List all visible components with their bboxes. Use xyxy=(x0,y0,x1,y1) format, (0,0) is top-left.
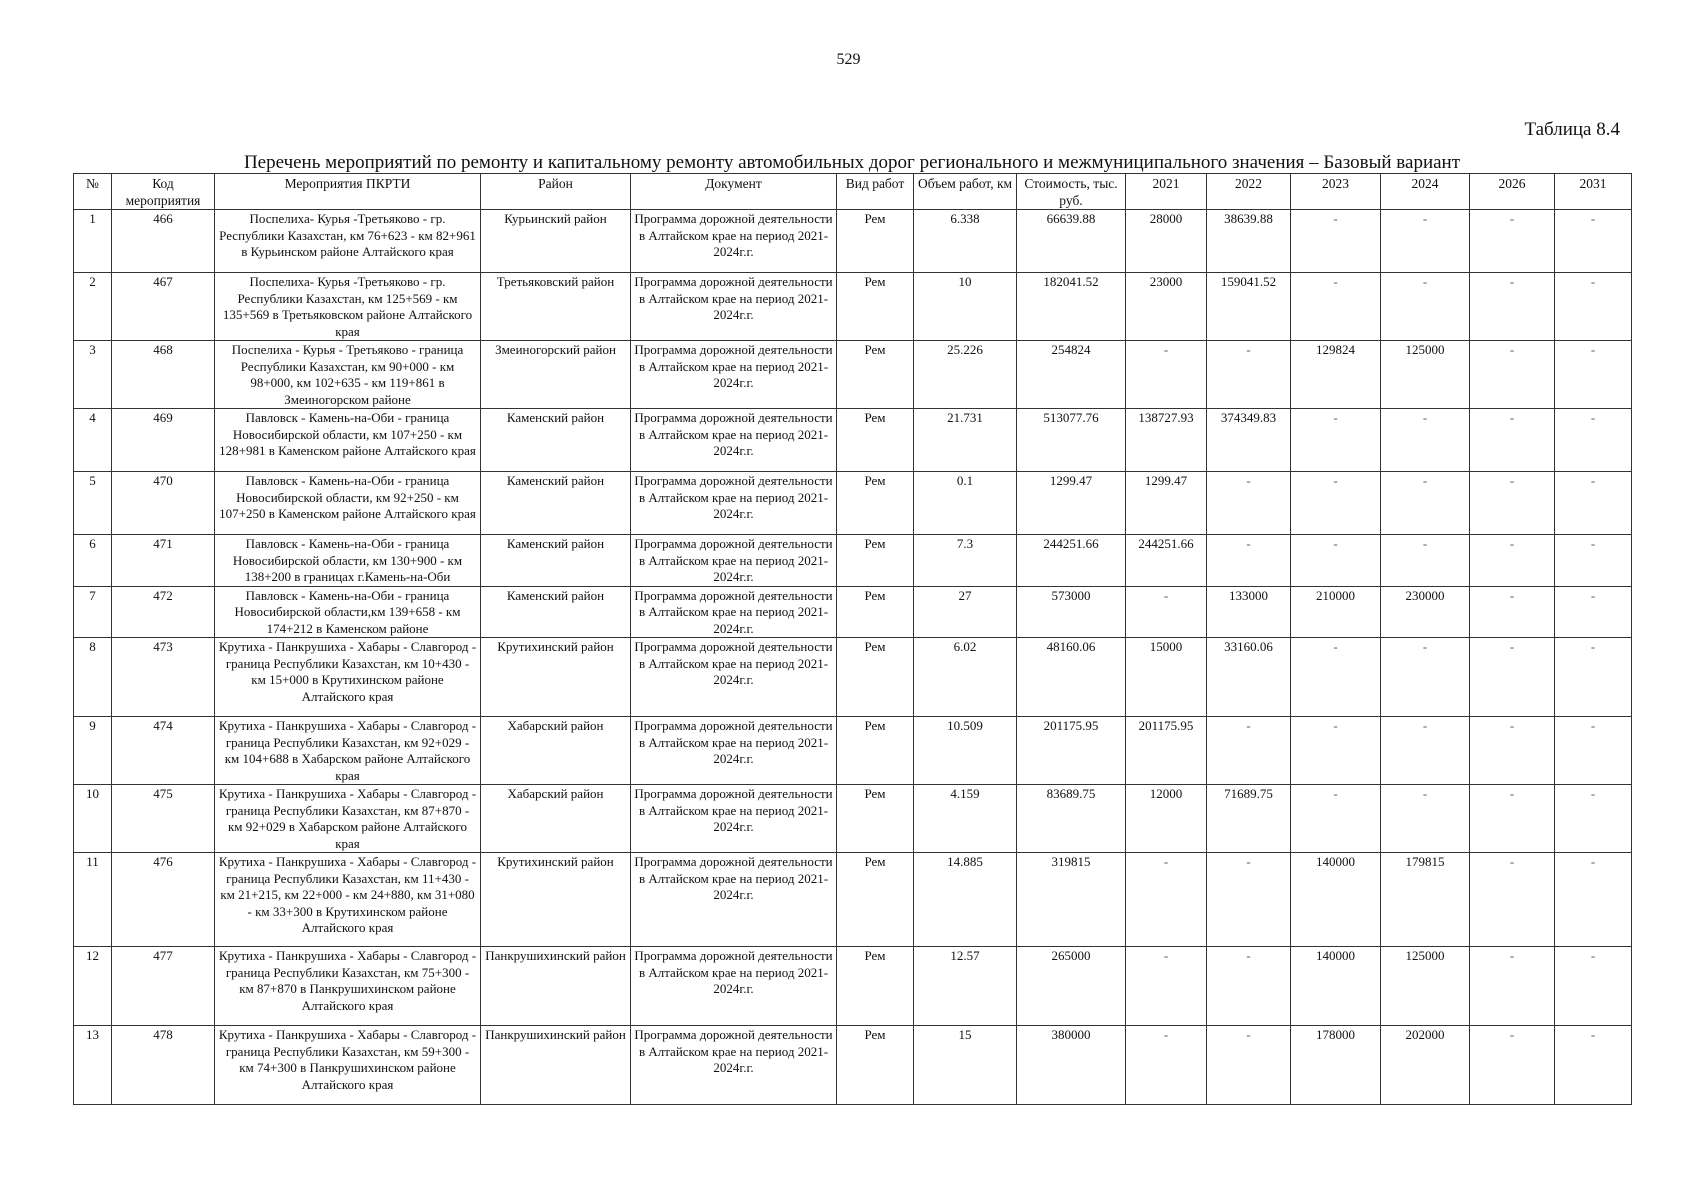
cell-no: 6 xyxy=(74,535,112,587)
header-volume: Объем работ, км xyxy=(914,174,1017,210)
header-2023: 2023 xyxy=(1291,174,1381,210)
cell-code: 473 xyxy=(112,638,215,717)
cell-y2023: - xyxy=(1291,409,1381,472)
cell-y2031: - xyxy=(1555,785,1632,853)
cell-y2021: 28000 xyxy=(1126,210,1207,273)
cell-y2023: - xyxy=(1291,535,1381,587)
cell-y2031: - xyxy=(1555,586,1632,638)
cell-event: Крутиха - Панкрушиха - Хабары - Славгород - граница Республики Казахстан, км 10+430 - км 15+000 в Крутихинском районе Алтайского края xyxy=(215,638,481,717)
cell-y2022: 374349.83 xyxy=(1207,409,1291,472)
cell-y2021: 12000 xyxy=(1126,785,1207,853)
cell-document: Программа дорожной деятельности в Алтайском крае на период 2021-2024г.г. xyxy=(631,409,837,472)
cell-y2024: - xyxy=(1381,785,1470,853)
header-no: № xyxy=(74,174,112,210)
cell-no: 7 xyxy=(74,586,112,638)
cell-y2022: 33160.06 xyxy=(1207,638,1291,717)
cell-y2023: 210000 xyxy=(1291,586,1381,638)
cell-y2023: 129824 xyxy=(1291,341,1381,409)
header-row xyxy=(74,174,1632,210)
cell-volume: 10.509 xyxy=(914,717,1017,785)
cell-y2022: - xyxy=(1207,853,1291,947)
cell-y2026: - xyxy=(1470,210,1555,273)
cell-y2021: 23000 xyxy=(1126,273,1207,341)
cell-y2023: - xyxy=(1291,785,1381,853)
cell-y2021: 1299.47 xyxy=(1126,472,1207,535)
cell-work-type: Рем xyxy=(837,1026,914,1105)
table-row xyxy=(74,638,1632,717)
cell-document: Программа дорожной деятельности в Алтайском крае на период 2021-2024г.г. xyxy=(631,717,837,785)
table-row xyxy=(74,273,1632,341)
cell-y2023: - xyxy=(1291,717,1381,785)
cell-document: Программа дорожной деятельности в Алтайском крае на период 2021-2024г.г. xyxy=(631,638,837,717)
cell-no: 4 xyxy=(74,409,112,472)
table-body xyxy=(74,210,1632,1105)
cell-cost: 244251.66 xyxy=(1017,535,1126,587)
cell-y2031: - xyxy=(1555,1026,1632,1105)
cell-event: Павловск - Камень-на-Оби - граница Новосибирской области, км 92+250 - км 107+250 в Каменском районе Алтайского края xyxy=(215,472,481,535)
cell-cost: 83689.75 xyxy=(1017,785,1126,853)
cell-work-type: Рем xyxy=(837,586,914,638)
cell-cost: 48160.06 xyxy=(1017,638,1126,717)
cell-cost: 319815 xyxy=(1017,853,1126,947)
cell-work-type: Рем xyxy=(837,273,914,341)
cell-volume: 14.885 xyxy=(914,853,1017,947)
cell-district: Хабарский район xyxy=(481,785,631,853)
table-title: Перечень мероприятий по ремонту и капитальному ремонту автомобильных дорог регионального и межмуниципального значения – Базовый вариант xyxy=(243,152,1461,173)
cell-code: 474 xyxy=(112,717,215,785)
cell-y2024: 179815 xyxy=(1381,853,1470,947)
cell-y2023: 140000 xyxy=(1291,853,1381,947)
cell-y2026: - xyxy=(1470,1026,1555,1105)
cell-district: Крутихинский район xyxy=(481,638,631,717)
cell-no: 1 xyxy=(74,210,112,273)
cell-y2031: - xyxy=(1555,947,1632,1026)
cell-work-type: Рем xyxy=(837,472,914,535)
cell-work-type: Рем xyxy=(837,409,914,472)
cell-no: 5 xyxy=(74,472,112,535)
cell-event: Поспелиха- Курья -Третьяково - гр. Республики Казахстан, км 125+569 - км 135+569 в Третьяковском районе Алтайского края xyxy=(215,273,481,341)
cell-y2026: - xyxy=(1470,853,1555,947)
cell-cost: 265000 xyxy=(1017,947,1126,1026)
cell-y2023: - xyxy=(1291,210,1381,273)
cell-y2021: - xyxy=(1126,341,1207,409)
cell-y2021: - xyxy=(1126,586,1207,638)
cell-district: Каменский район xyxy=(481,409,631,472)
cell-y2024: 230000 xyxy=(1381,586,1470,638)
header-2026: 2026 xyxy=(1470,174,1555,210)
cell-cost: 182041.52 xyxy=(1017,273,1126,341)
cell-event: Павловск - Камень-на-Оби - граница Новосибирской области,км 139+658 - км 174+212 в Каменском районе xyxy=(215,586,481,638)
cell-document: Программа дорожной деятельности в Алтайском крае на период 2021-2024г.г. xyxy=(631,947,837,1026)
cell-document: Программа дорожной деятельности в Алтайском крае на период 2021-2024г.г. xyxy=(631,1026,837,1105)
cell-y2022: - xyxy=(1207,341,1291,409)
cell-y2022: - xyxy=(1207,947,1291,1026)
cell-volume: 25.226 xyxy=(914,341,1017,409)
cell-y2024: 125000 xyxy=(1381,341,1470,409)
cell-work-type: Рем xyxy=(837,947,914,1026)
cell-cost: 380000 xyxy=(1017,1026,1126,1105)
cell-y2024: - xyxy=(1381,409,1470,472)
cell-y2026: - xyxy=(1470,638,1555,717)
cell-no: 9 xyxy=(74,717,112,785)
table-row xyxy=(74,472,1632,535)
cell-y2021: - xyxy=(1126,947,1207,1026)
cell-code: 472 xyxy=(112,586,215,638)
cell-y2031: - xyxy=(1555,273,1632,341)
cell-code: 476 xyxy=(112,853,215,947)
cell-document: Программа дорожной деятельности в Алтайском крае на период 2021-2024г.г. xyxy=(631,472,837,535)
cell-y2021: 15000 xyxy=(1126,638,1207,717)
table-row xyxy=(74,947,1632,1026)
cell-y2026: - xyxy=(1470,785,1555,853)
cell-work-type: Рем xyxy=(837,210,914,273)
cell-y2024: 125000 xyxy=(1381,947,1470,1026)
cell-document: Программа дорожной деятельности в Алтайском крае на период 2021-2024г.г. xyxy=(631,273,837,341)
cell-y2026: - xyxy=(1470,717,1555,785)
cell-work-type: Рем xyxy=(837,853,914,947)
cell-event: Павловск - Камень-на-Оби - граница Новосибирской области, км 107+250 - км 128+981 в Каменском районе Алтайского края xyxy=(215,409,481,472)
cell-y2022: - xyxy=(1207,535,1291,587)
cell-event: Павловск - Камень-на-Оби - граница Новосибирской области, км 130+900 - км 138+200 в границах г.Камень-на-Оби xyxy=(215,535,481,587)
cell-y2022: 38639.88 xyxy=(1207,210,1291,273)
cell-y2021: 244251.66 xyxy=(1126,535,1207,587)
cell-volume: 0.1 xyxy=(914,472,1017,535)
cell-work-type: Рем xyxy=(837,785,914,853)
header-2031: 2031 xyxy=(1555,174,1632,210)
cell-document: Программа дорожной деятельности в Алтайском крае на период 2021-2024г.г. xyxy=(631,785,837,853)
cell-y2031: - xyxy=(1555,341,1632,409)
cell-code: 469 xyxy=(112,409,215,472)
table-row xyxy=(74,586,1632,638)
cell-code: 467 xyxy=(112,273,215,341)
cell-event: Поспелиха- Курья -Третьяково - гр. Республики Казахстан, км 76+623 - км 82+961 в Курьинском районе Алтайского края xyxy=(215,210,481,273)
cell-district: Курьинский район xyxy=(481,210,631,273)
cell-y2026: - xyxy=(1470,409,1555,472)
cell-y2021: 201175.95 xyxy=(1126,717,1207,785)
cell-event: Крутиха - Панкрушиха - Хабары - Славгород - граница Республики Казахстан, км 87+870 - км 92+029 в Хабарском районе Алтайского края xyxy=(215,785,481,853)
cell-district: Каменский район xyxy=(481,535,631,587)
cell-y2031: - xyxy=(1555,535,1632,587)
cell-no: 8 xyxy=(74,638,112,717)
cell-y2031: - xyxy=(1555,717,1632,785)
cell-district: Панкрушихинский район xyxy=(481,1026,631,1105)
cell-y2023: - xyxy=(1291,472,1381,535)
cell-district: Каменский район xyxy=(481,586,631,638)
table-row xyxy=(74,210,1632,273)
header-work-type: Вид работ xyxy=(837,174,914,210)
table-row xyxy=(74,409,1632,472)
page-number: 529 xyxy=(836,51,861,68)
table-row xyxy=(74,785,1632,853)
header-2022: 2022 xyxy=(1207,174,1291,210)
cell-y2024: - xyxy=(1381,535,1470,587)
cell-no: 10 xyxy=(74,785,112,853)
cell-district: Каменский район xyxy=(481,472,631,535)
cell-event: Крутиха - Панкрушиха - Хабары - Славгород - граница Республики Казахстан, км 75+300 - км 87+870 в Панкрушихинском районе Алтайского края xyxy=(215,947,481,1026)
header-event: Мероприятия ПКРТИ xyxy=(215,174,481,210)
cell-work-type: Рем xyxy=(837,535,914,587)
cell-volume: 15 xyxy=(914,1026,1017,1105)
cell-y2021: - xyxy=(1126,1026,1207,1105)
cell-y2022: - xyxy=(1207,717,1291,785)
cell-y2031: - xyxy=(1555,409,1632,472)
table-row xyxy=(74,535,1632,587)
cell-volume: 4.159 xyxy=(914,785,1017,853)
cell-volume: 10 xyxy=(914,273,1017,341)
cell-cost: 573000 xyxy=(1017,586,1126,638)
header-district: Район xyxy=(481,174,631,210)
cell-district: Хабарский район xyxy=(481,717,631,785)
cell-y2031: - xyxy=(1555,638,1632,717)
cell-document: Программа дорожной деятельности в Алтайском крае на период 2021-2024г.г. xyxy=(631,341,837,409)
cell-event: Крутиха - Панкрушиха - Хабары - Славгород - граница Республики Казахстан, км 11+430 - км 21+215, км 22+000 - км 24+880, км 31+080 - км 33+300 в Крутихинском районе Алтайского края xyxy=(215,853,481,947)
cell-cost: 254824 xyxy=(1017,341,1126,409)
cell-document: Программа дорожной деятельности в Алтайском крае на период 2021-2024г.г. xyxy=(631,535,837,587)
cell-y2023: 140000 xyxy=(1291,947,1381,1026)
cell-y2026: - xyxy=(1470,535,1555,587)
cell-event: Поспелиха - Курья - Третьяково - граница Республики Казахстан, км 90+000 - км 98+000, км 102+635 - км 119+861 в Змеиногорском районе xyxy=(215,341,481,409)
table-row xyxy=(74,717,1632,785)
table-row xyxy=(74,1026,1632,1105)
table-header xyxy=(74,174,1632,210)
cell-y2022: 159041.52 xyxy=(1207,273,1291,341)
cell-y2026: - xyxy=(1470,947,1555,1026)
cell-y2024: - xyxy=(1381,472,1470,535)
cell-y2026: - xyxy=(1470,472,1555,535)
cell-no: 11 xyxy=(74,853,112,947)
cell-volume: 21.731 xyxy=(914,409,1017,472)
cell-y2026: - xyxy=(1470,341,1555,409)
cell-y2024: 202000 xyxy=(1381,1026,1470,1105)
cell-y2031: - xyxy=(1555,853,1632,947)
cell-volume: 7.3 xyxy=(914,535,1017,587)
table-label: Таблица 8.4 xyxy=(1524,119,1620,140)
cell-code: 470 xyxy=(112,472,215,535)
header-2024: 2024 xyxy=(1381,174,1470,210)
cell-code: 478 xyxy=(112,1026,215,1105)
cell-district: Панкрушихинский район xyxy=(481,947,631,1026)
cell-event: Крутиха - Панкрушиха - Хабары - Славгород - граница Республики Казахстан, км 59+300 - км 74+300 в Панкрушихинском районе Алтайского края xyxy=(215,1026,481,1105)
cell-volume: 12.57 xyxy=(914,947,1017,1026)
cell-no: 3 xyxy=(74,341,112,409)
cell-code: 477 xyxy=(112,947,215,1026)
cell-y2023: - xyxy=(1291,638,1381,717)
cell-district: Змеиногорский район xyxy=(481,341,631,409)
cell-document: Программа дорожной деятельности в Алтайском крае на период 2021-2024г.г. xyxy=(631,586,837,638)
cell-code: 468 xyxy=(112,341,215,409)
cell-y2026: - xyxy=(1470,273,1555,341)
cell-work-type: Рем xyxy=(837,341,914,409)
cell-document: Программа дорожной деятельности в Алтайском крае на период 2021-2024г.г. xyxy=(631,210,837,273)
cell-y2024: - xyxy=(1381,210,1470,273)
cell-district: Крутихинский район xyxy=(481,853,631,947)
cell-cost: 66639.88 xyxy=(1017,210,1126,273)
cell-y2024: - xyxy=(1381,273,1470,341)
cell-y2022: - xyxy=(1207,472,1291,535)
cell-event: Крутиха - Панкрушиха - Хабары - Славгород - граница Республики Казахстан, км 92+029 - км 104+688 в Хабарском районе Алтайского края xyxy=(215,717,481,785)
cell-y2022: - xyxy=(1207,1026,1291,1105)
cell-y2022: 133000 xyxy=(1207,586,1291,638)
cell-volume: 6.02 xyxy=(914,638,1017,717)
cell-code: 475 xyxy=(112,785,215,853)
table-row xyxy=(74,341,1632,409)
cell-document: Программа дорожной деятельности в Алтайском крае на период 2021-2024г.г. xyxy=(631,853,837,947)
cell-code: 466 xyxy=(112,210,215,273)
cell-volume: 27 xyxy=(914,586,1017,638)
header-2021: 2021 xyxy=(1126,174,1207,210)
road-repair-table xyxy=(73,173,1632,1105)
cell-y2024: - xyxy=(1381,638,1470,717)
cell-y2031: - xyxy=(1555,210,1632,273)
cell-no: 12 xyxy=(74,947,112,1026)
cell-volume: 6.338 xyxy=(914,210,1017,273)
cell-y2022: 71689.75 xyxy=(1207,785,1291,853)
cell-cost: 513077.76 xyxy=(1017,409,1126,472)
cell-y2021: - xyxy=(1126,853,1207,947)
cell-cost: 201175.95 xyxy=(1017,717,1126,785)
header-code: Код мероприятия xyxy=(112,174,215,210)
cell-y2024: - xyxy=(1381,717,1470,785)
cell-work-type: Рем xyxy=(837,638,914,717)
cell-district: Третьяковский район xyxy=(481,273,631,341)
cell-no: 2 xyxy=(74,273,112,341)
cell-y2023: - xyxy=(1291,273,1381,341)
cell-no: 13 xyxy=(74,1026,112,1105)
header-cost: Стоимость, тыс. руб. xyxy=(1017,174,1126,210)
cell-work-type: Рем xyxy=(837,717,914,785)
cell-code: 471 xyxy=(112,535,215,587)
cell-y2026: - xyxy=(1470,586,1555,638)
cell-cost: 1299.47 xyxy=(1017,472,1126,535)
cell-y2031: - xyxy=(1555,472,1632,535)
cell-y2023: 178000 xyxy=(1291,1026,1381,1105)
header-document: Документ xyxy=(631,174,837,210)
cell-y2021: 138727.93 xyxy=(1126,409,1207,472)
table-row xyxy=(74,853,1632,947)
